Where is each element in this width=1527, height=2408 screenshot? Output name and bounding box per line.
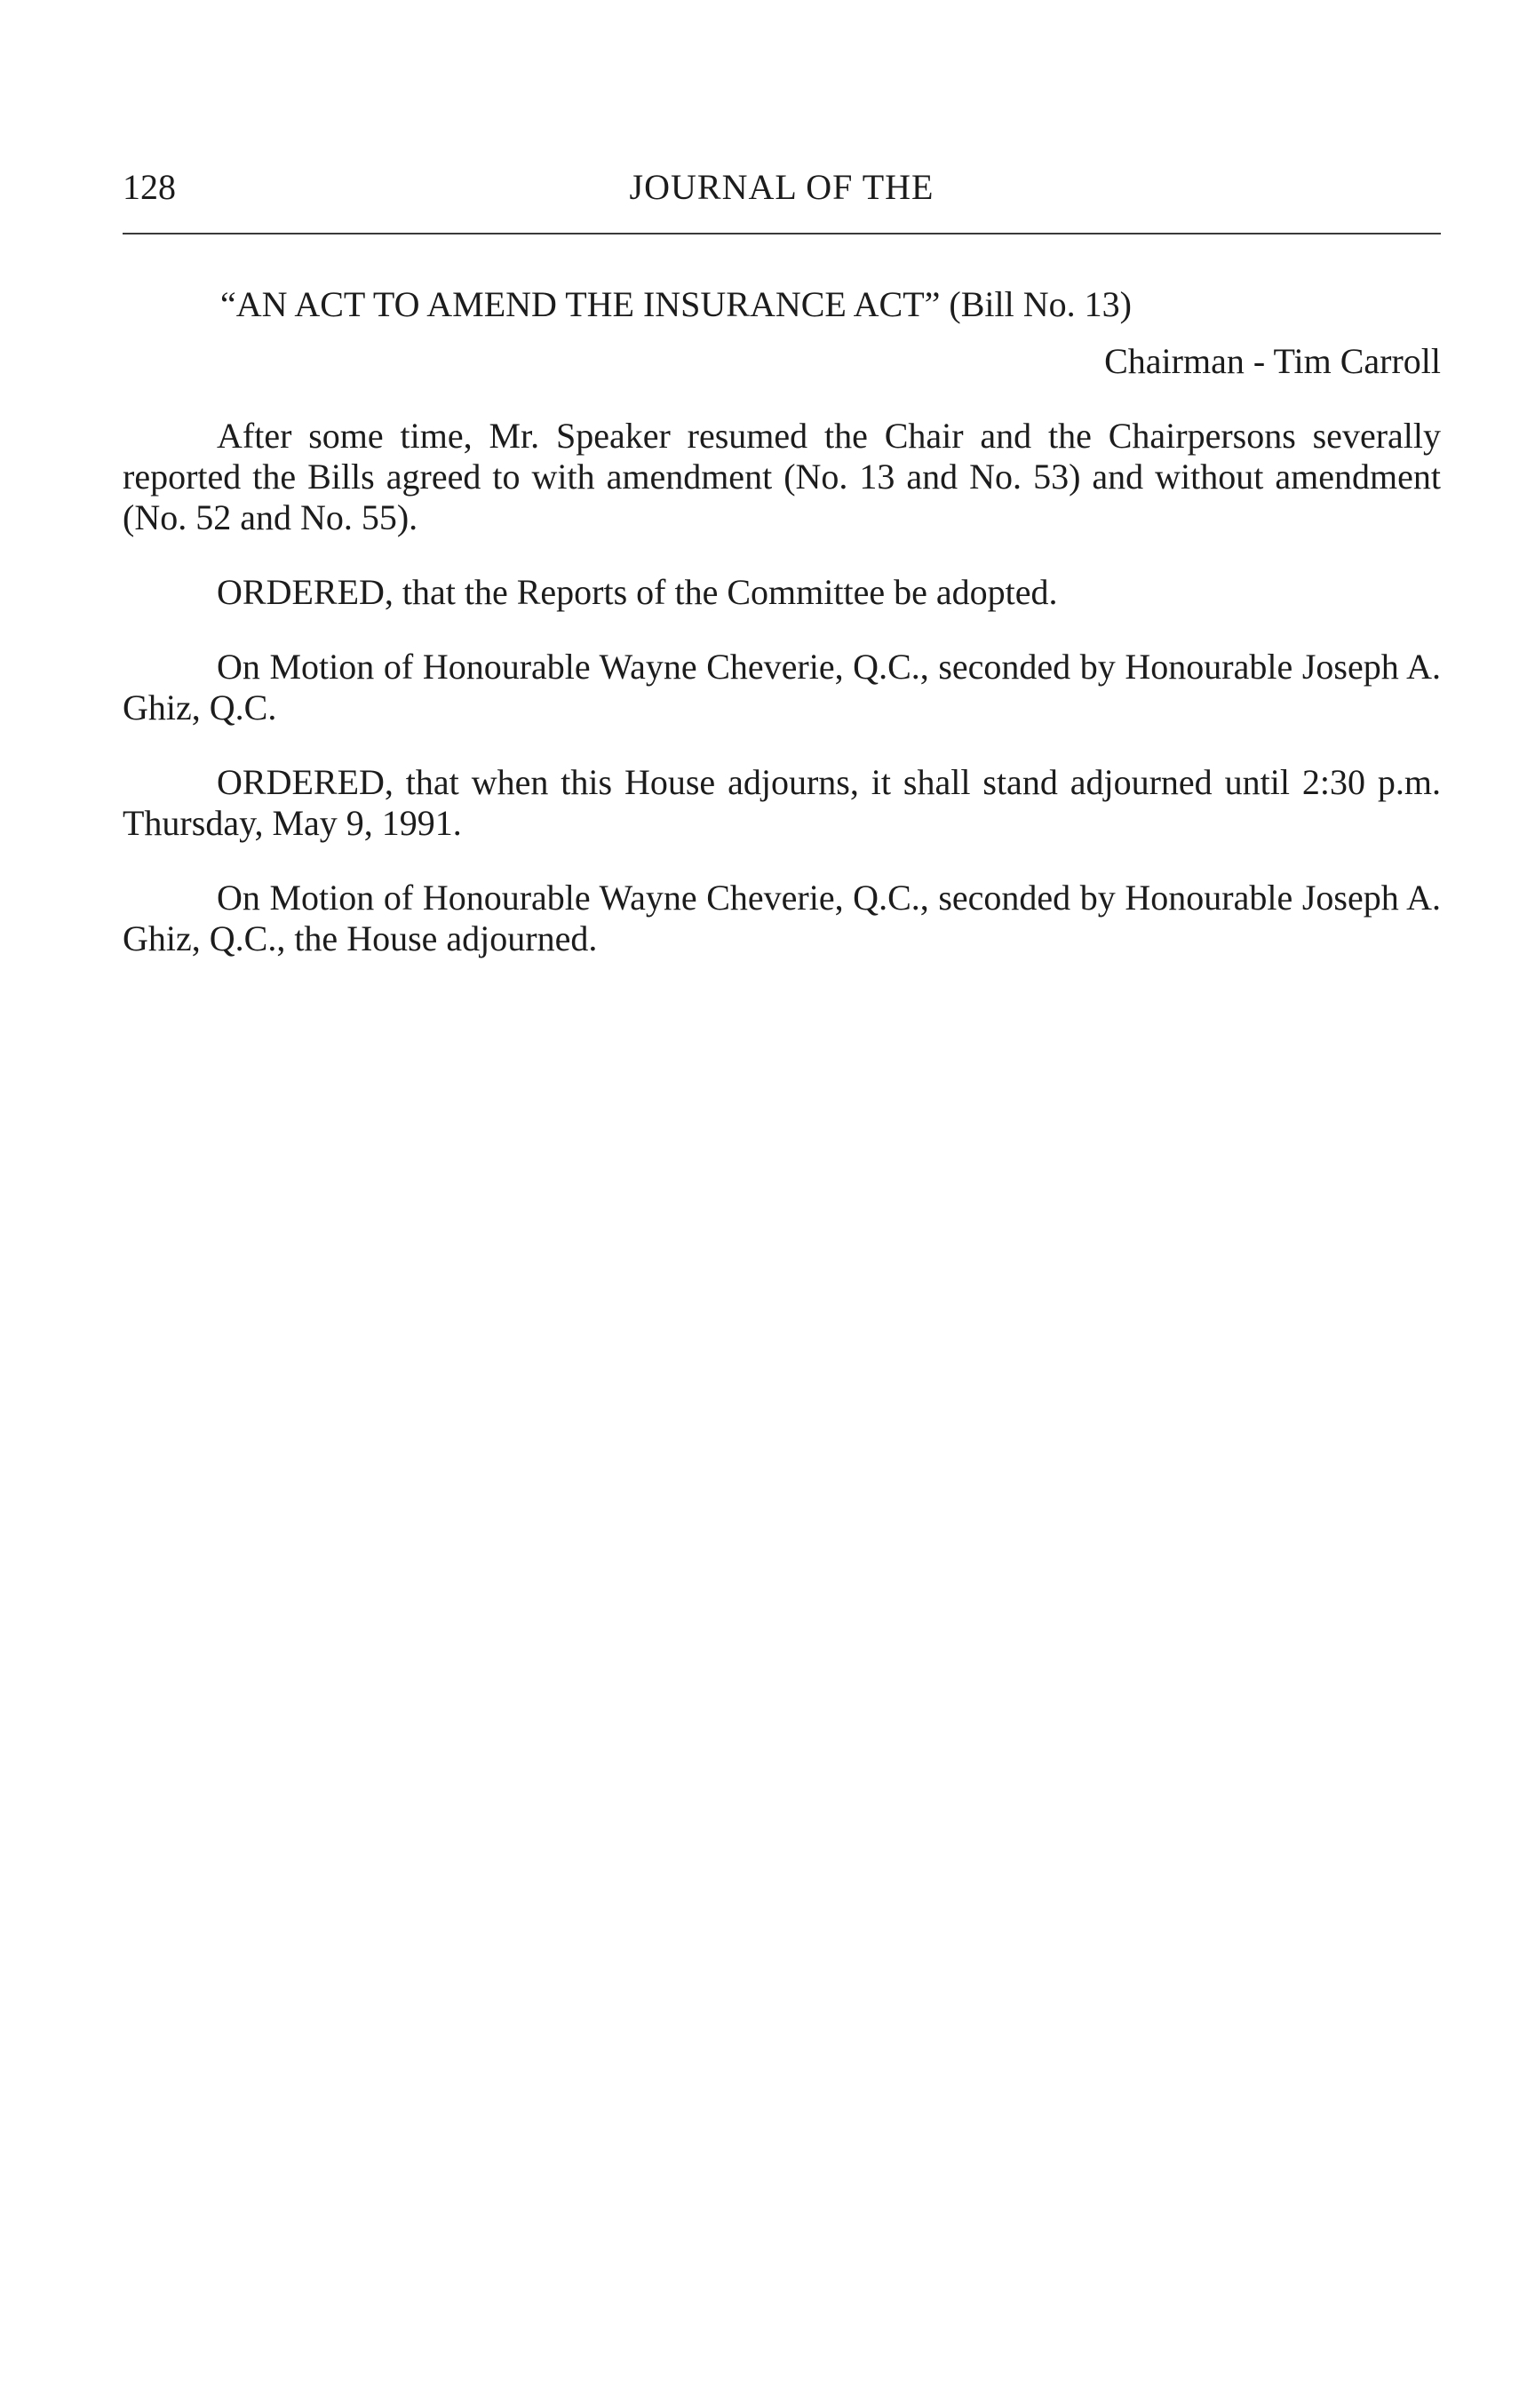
journal-body (123, 284, 1441, 959)
paragraph-motion-1: On Motion of Honourable Wayne Cheverie, Q.C., seconded by Honourable Joseph A. Ghiz, Q.C. (123, 647, 1441, 727)
page-header (123, 163, 1441, 211)
paragraph-report: After some time, Mr. Speaker resumed the Chair and the Chairpersons severally reported the Bills agreed to with amendment (No. 13 and No. 53) and without amendment (No. 52 and No. 55). (123, 416, 1441, 537)
page-number: 128 (123, 167, 176, 207)
paragraph-reports-adopted: ORDERED, that the Reports of the Committee be adopted. (217, 572, 1058, 612)
running-head: JOURNAL OF THE (629, 167, 934, 207)
bill-title: “AN ACT TO AMEND THE INSURANCE ACT” (Bill No. 13) (220, 284, 1132, 324)
journal-page (123, 0, 1441, 2408)
chairman-line: Chairman - Tim Carroll (1104, 341, 1441, 381)
header-rule (123, 233, 1441, 234)
paragraph-adjournment-order: ORDERED, that when this House adjourns, it shall stand adjourned until 2:30 p.m. Thursday, May 9, 1991. (123, 762, 1441, 843)
paragraph-motion-2: On Motion of Honourable Wayne Cheverie, Q.C., seconded by Honourable Joseph A. Ghiz, Q.C., the House adjourned. (123, 878, 1441, 958)
